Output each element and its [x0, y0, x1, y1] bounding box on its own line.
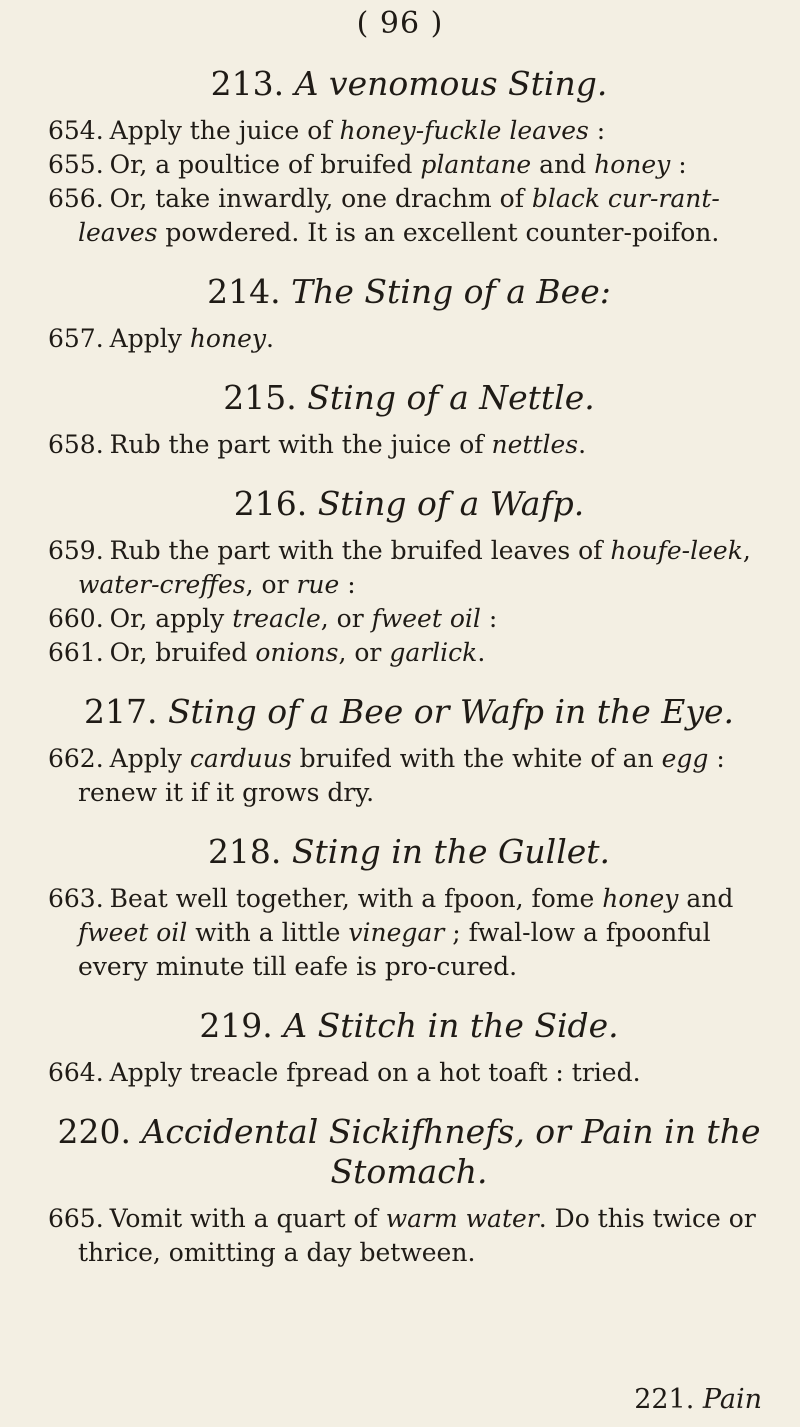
- remedy-text: : renew it if it grows dry.: [78, 744, 725, 807]
- italic-term: black cur-rant-leaves: [78, 184, 720, 247]
- remedy-number: 656.: [48, 184, 104, 213]
- section-heading: [48, 1112, 770, 1192]
- italic-term: houfe-leek: [610, 536, 743, 565]
- remedy-number: 658.: [48, 430, 104, 459]
- remedy-text: .: [578, 430, 587, 459]
- remedy-text: powdered. It is an excellent counter-poifon.: [157, 218, 720, 247]
- remedy-text: Rub the part with the bruifed leaves of: [109, 536, 611, 565]
- section-heading: [48, 692, 770, 732]
- italic-term: honey: [189, 324, 266, 353]
- italic-term: onions: [255, 638, 339, 667]
- remedy-text: , or: [320, 604, 372, 633]
- section-heading: [48, 272, 770, 312]
- page-number: ( 96 ): [356, 6, 444, 41]
- section-number: 213.: [210, 64, 285, 103]
- page-content: [48, 64, 770, 1270]
- section-number: 219.: [199, 1006, 273, 1045]
- remedy-text: , or: [338, 638, 390, 667]
- remedy-paragraph: [48, 742, 770, 810]
- italic-term: vinegar: [348, 918, 445, 947]
- remedy-text: bruifed with the white of an: [291, 744, 662, 773]
- remedy-text: . Do this twice or thrice, omitting a day between.: [78, 1204, 756, 1267]
- section-number: 216.: [233, 484, 308, 523]
- section-title: Sting of a Wafp.: [317, 484, 585, 523]
- remedy-text: , or: [245, 570, 297, 599]
- section-title: Sting in the Gullet.: [291, 832, 611, 871]
- remedy-text: Beat well together, with a fpoon, fome: [109, 884, 603, 913]
- remedy-text: Apply the juice of: [109, 116, 340, 145]
- remedy-text: and: [531, 150, 595, 179]
- remedy-number: 655.: [48, 150, 104, 179]
- remedy-text: Or, take inwardly, one drachm of: [109, 184, 532, 213]
- remedy-paragraph: [48, 114, 770, 148]
- section-title: Sting of a Nettle.: [307, 378, 595, 417]
- remedy-paragraph: [48, 322, 770, 356]
- italic-term: nettles: [491, 430, 579, 459]
- remedy-paragraph: [48, 602, 770, 636]
- catchword: [634, 1384, 762, 1415]
- remedy-text: .: [265, 324, 274, 353]
- remedy-text: :: [339, 570, 356, 599]
- remedy-text: Apply treacle fpread on a hot toaft : tried.: [109, 1058, 641, 1087]
- section-heading: [48, 1006, 770, 1046]
- italic-term: fweet oil: [371, 604, 481, 633]
- remedy-number: 657.: [48, 324, 104, 353]
- section-number: 218.: [207, 832, 282, 871]
- remedy-paragraph: [48, 636, 770, 670]
- remedy-paragraph: [48, 534, 770, 602]
- section-heading: [48, 64, 770, 104]
- remedy-number: 659.: [48, 536, 104, 565]
- remedy-text: Or, apply: [109, 604, 233, 633]
- section-heading: [48, 378, 770, 418]
- italic-term: plantane: [420, 150, 532, 179]
- remedy-text: ,: [742, 536, 751, 565]
- section-heading: [48, 832, 770, 872]
- remedy-text: :: [670, 150, 687, 179]
- remedy-paragraph: [48, 428, 770, 462]
- italic-term: egg: [661, 744, 709, 773]
- section-title: A venomous Sting.: [294, 64, 608, 103]
- section-title: Accidental Sickifhnefs, or Pain in the Stomach.: [141, 1112, 761, 1191]
- italic-term: treacle: [232, 604, 321, 633]
- remedy-text: .: [477, 638, 486, 667]
- remedy-number: 665.: [48, 1204, 104, 1233]
- remedy-paragraph: [48, 1202, 770, 1270]
- section-number: 217.: [83, 692, 158, 731]
- remedy-paragraph: [48, 182, 770, 250]
- italic-term: garlick: [389, 638, 478, 667]
- section-title: Sting of a Bee or Wafp in the Eye.: [167, 692, 735, 731]
- remedy-text: :: [480, 604, 498, 633]
- remedy-paragraph: [48, 1056, 770, 1090]
- italic-term: fweet oil: [78, 918, 188, 947]
- remedy-text: Apply: [109, 324, 190, 353]
- remedy-text: :: [588, 116, 606, 145]
- remedy-text: Or, bruifed: [109, 638, 256, 667]
- remedy-text: with a little: [187, 918, 349, 947]
- section-number: 215.: [223, 378, 297, 417]
- remedy-text: Apply: [109, 744, 190, 773]
- remedy-paragraph: [48, 882, 770, 984]
- italic-term: carduus: [189, 744, 292, 773]
- remedy-text: ; fwal-low a fpoonful every minute till eafe is pro-cured.: [78, 918, 711, 981]
- section-title: The Sting of a Bee:: [291, 272, 611, 311]
- remedy-number: 661.: [48, 638, 104, 667]
- section-title: A Stitch in the Side.: [283, 1006, 619, 1045]
- italic-term: rue: [296, 570, 340, 599]
- catchword-number: 221.: [634, 1384, 695, 1415]
- remedy-number: 664.: [48, 1058, 104, 1087]
- remedy-paragraph: [48, 148, 770, 182]
- remedy-number: 663.: [48, 884, 104, 913]
- section-number: 220.: [57, 1112, 131, 1151]
- remedy-text: Or, a poultice of bruifed: [109, 150, 421, 179]
- remedy-number: 662.: [48, 744, 104, 773]
- catchword-text: Pain: [702, 1384, 762, 1415]
- remedy-text: and: [678, 884, 734, 913]
- section-heading: [48, 484, 770, 524]
- remedy-text: Rub the part with the juice of: [109, 430, 492, 459]
- remedy-number: 654.: [48, 116, 104, 145]
- section-number: 214.: [207, 272, 281, 311]
- remedy-number: 660.: [48, 604, 104, 633]
- italic-term: warm water: [385, 1204, 539, 1233]
- italic-term: water-creffes: [78, 570, 246, 599]
- italic-term: honey: [602, 884, 679, 913]
- remedy-text: Vomit with a quart of: [109, 1204, 386, 1233]
- italic-term: honey-fuckle leaves: [339, 116, 589, 145]
- italic-term: honey: [594, 150, 671, 179]
